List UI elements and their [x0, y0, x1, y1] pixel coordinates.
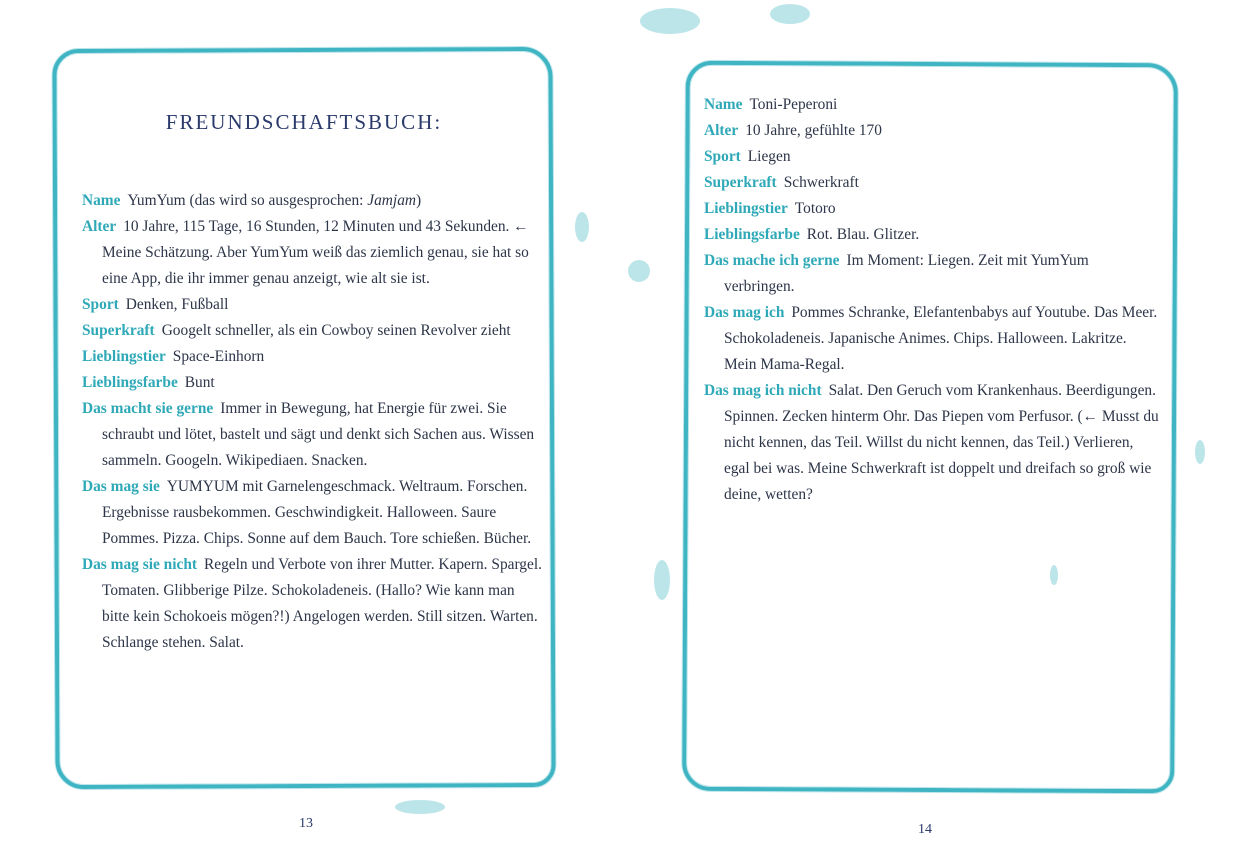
entry-label: Das mag sie nicht — [82, 556, 198, 573]
entry-das-mag-ich-nicht — [704, 378, 1159, 508]
entry-label: Sport — [82, 296, 119, 313]
entry-superkraft — [82, 318, 542, 344]
entry-lieblingstier — [82, 344, 542, 370]
entry-value: Space-Einhorn — [172, 348, 265, 365]
entry-das-mag-sie — [82, 474, 542, 552]
ink-speck — [395, 800, 445, 814]
right-page-content — [704, 92, 1159, 508]
entry-label: Lieblingstier — [82, 348, 166, 365]
value-italic: Jamjam — [367, 192, 417, 209]
entry-superkraft — [704, 170, 1159, 196]
entry-das-mache-ich-gerne — [704, 248, 1159, 300]
entry-name — [704, 92, 1159, 118]
entry-value: Totoro — [794, 200, 836, 217]
entry-value — [127, 192, 421, 209]
value-text: YumYum (das wird so ausgesprochen: — [127, 192, 368, 209]
entry-label: Lieblingstier — [704, 200, 788, 217]
ink-speck — [640, 8, 700, 34]
page-title: FREUNDSCHAFTSBUCH: — [165, 110, 443, 134]
entry-lieblingsfarbe — [82, 370, 542, 396]
entry-label: Das mag ich nicht — [704, 382, 822, 399]
entry-value: Regeln und Verbote von ihrer Mutter. Kapern. Spargel. Tomaten. Glibberige Pilze. Schokoladeneis. (Hallo? Wie kann man bitte kein Schokoeis mögen?!) Angelogen werden. Still sitzen. Warten. Schlange stehen. Salat. — [102, 556, 542, 651]
entry-label: Das macht sie gerne — [82, 400, 214, 417]
entry-label: Sport — [704, 148, 741, 165]
entry-lieblingstier — [704, 196, 1159, 222]
ink-speck — [628, 260, 650, 282]
ink-speck — [1195, 440, 1205, 464]
entry-name — [82, 188, 542, 214]
page-number: 14 — [918, 822, 932, 837]
entry-alter — [704, 118, 1159, 144]
ink-speck — [575, 212, 589, 242]
entry-sport — [704, 144, 1159, 170]
entry-value: Toni-Peperoni — [749, 96, 838, 113]
entry-value: 10 Jahre, 115 Tage, 16 Stunden, 12 Minuten und 43 Sekunden. ← Meine Schätzung. Aber YumYum weiß das ziemlich genau, sie hat so eine App, die ihr immer genau anzeigt, wie alt sie ist. — [102, 218, 529, 287]
page-number: 13 — [299, 816, 313, 831]
entry-value: YUMYUM mit Garnelengeschmack. Weltraum. Forschen. Ergebnisse rausbekommen. Geschwindigkeit. Halloween. Saure Pommes. Pizza. Chips. Sonne auf dem Bauch. Tore schießen. Bücher. — [102, 478, 532, 547]
entry-label: Alter — [704, 122, 739, 139]
entry-label: Alter — [82, 218, 117, 235]
entry-value: Rot. Blau. Glitzer. — [806, 226, 920, 243]
ink-speck — [654, 560, 670, 600]
entry-label: Das mache ich gerne — [704, 252, 840, 269]
entry-das-mag-ich — [704, 300, 1159, 378]
entry-value: Liegen — [747, 148, 791, 165]
entry-label: Das mag ich — [704, 304, 785, 321]
entry-value: Immer in Bewegung, hat Energie für zwei. Sie schraubt und lötet, bastelt und sägt und denkt sich Sachen aus. Wissen sammeln. Googeln. Wikipediaen. Snacken. — [102, 400, 535, 469]
ink-speck — [770, 4, 810, 24]
entry-value: Salat. Den Geruch vom Krankenhaus. Beerdigungen. Spinnen. Zecken hinterm Ohr. Das Piepen vom Perfusor. (← Musst du nicht kennen, das Teil. Willst du nicht kennen, das Teil.) Verlieren, egal bei was. Meine Schwerkraft ist doppelt und dreifach so groß wie deine, wetten? — [724, 382, 1159, 503]
entry-das-macht-sie-gerne — [82, 396, 542, 474]
entry-value: Schwerkraft — [783, 174, 859, 191]
entry-lieblingsfarbe — [704, 222, 1159, 248]
entry-value: Im Moment: Liegen. Zeit mit YumYum verbringen. — [724, 252, 1089, 295]
entry-value: Denken, Fußball — [125, 296, 229, 313]
entry-value: Bunt — [184, 374, 215, 391]
entry-label: Superkraft — [82, 322, 155, 339]
entry-label: Lieblingsfarbe — [82, 374, 178, 391]
value-text: ) — [416, 192, 422, 209]
entry-sport — [82, 292, 542, 318]
entry-das-mag-sie-nicht — [82, 552, 542, 656]
entry-label: Das mag sie — [82, 478, 160, 495]
left-page-content — [82, 188, 542, 656]
entry-label: Name — [82, 192, 121, 209]
entry-value: Pommes Schranke, Elefantenbabys auf Youtube. Das Meer. Schokoladeneis. Japanische Animes. Chips. Halloween. Lakritze. Mein Mama-Regal. — [724, 304, 1158, 373]
entry-label: Name — [704, 96, 743, 113]
entry-label: Lieblingsfarbe — [704, 226, 800, 243]
entry-value: 10 Jahre, gefühlte 170 — [745, 122, 882, 139]
entry-value: Googelt schneller, als ein Cowboy seinen Revolver zieht — [161, 322, 511, 339]
entry-alter — [82, 214, 542, 292]
entry-label: Superkraft — [704, 174, 777, 191]
